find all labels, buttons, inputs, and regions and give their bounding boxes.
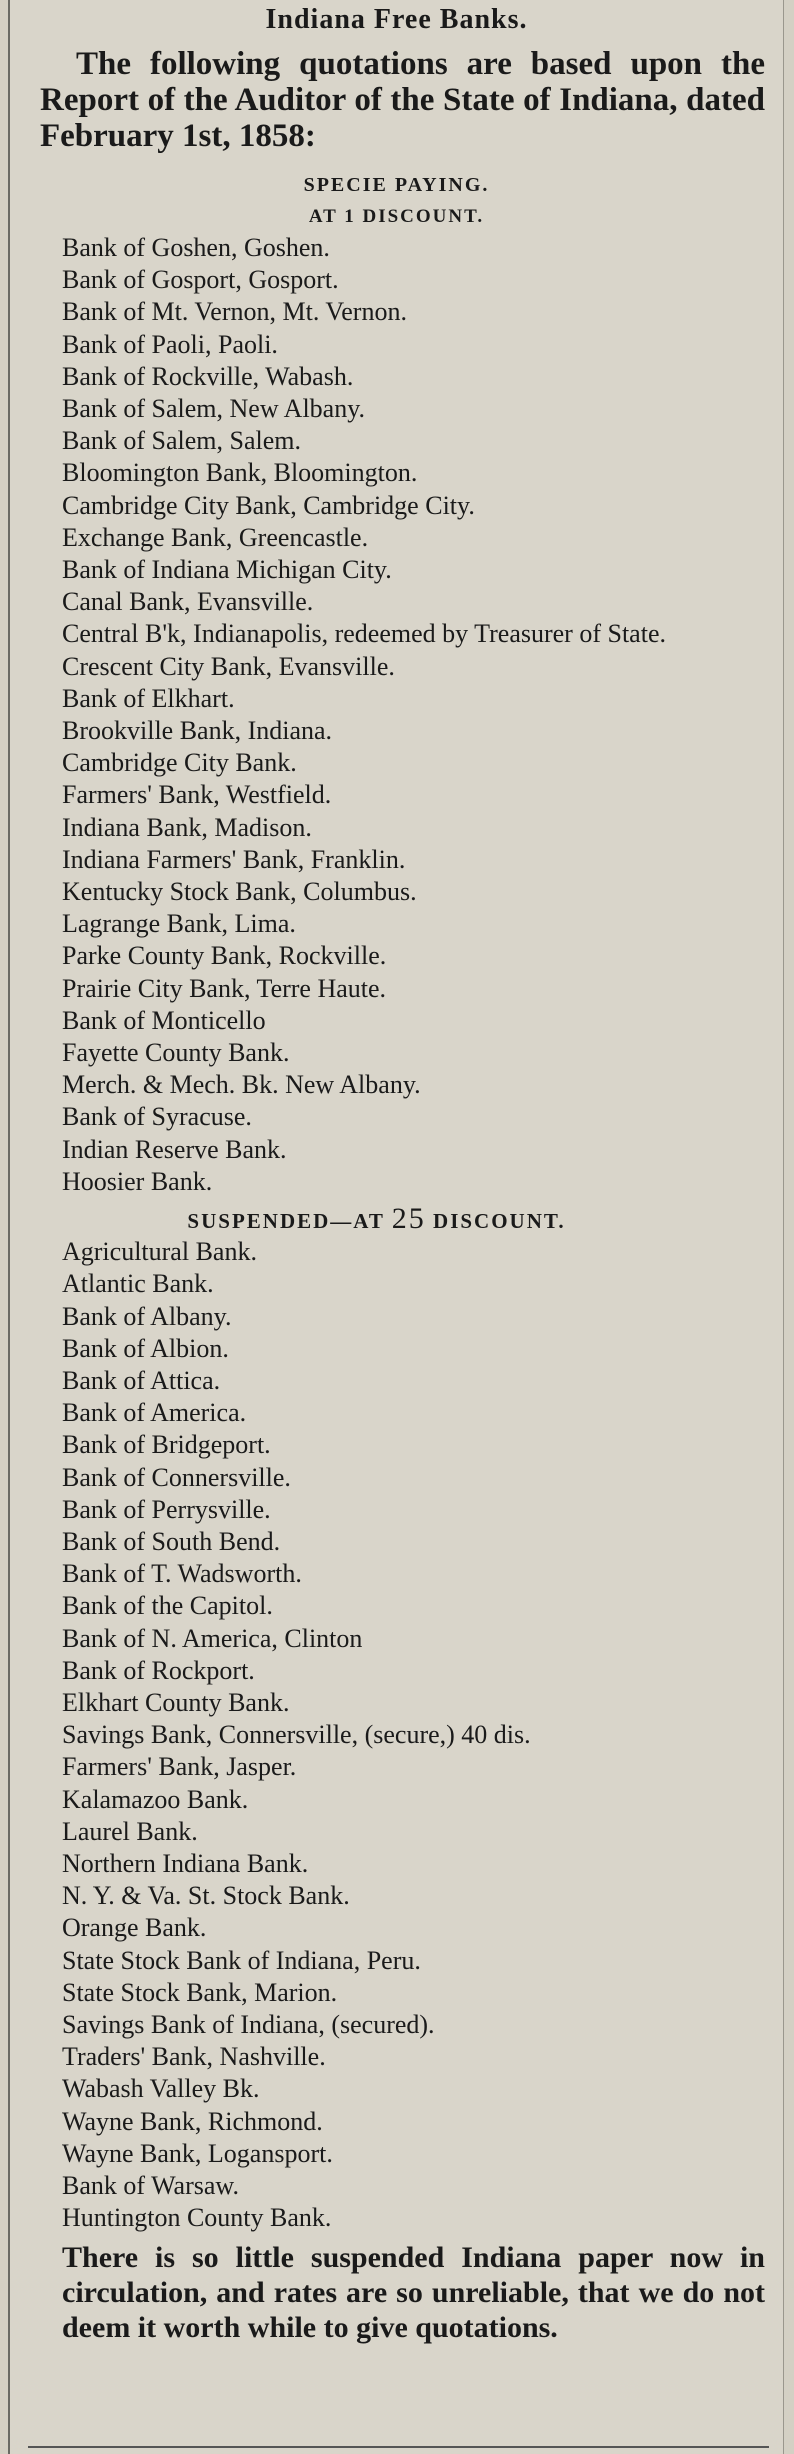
bank-list-item: Bank of Albion. xyxy=(62,1333,229,1363)
bank-list-item: State Stock Bank of Indiana, Peru. xyxy=(62,1945,421,1975)
suspended-discount-number: 25 xyxy=(391,1202,426,1236)
specie-bank-list xyxy=(10,232,783,1198)
bank-list-item: State Stock Bank, Marion. xyxy=(62,1977,338,2007)
bottom-rule xyxy=(28,2446,769,2448)
bank-list-item: Bank of Connersville. xyxy=(62,1462,291,1492)
bank-list-item: Bank of Rockport. xyxy=(62,1655,255,1685)
bank-list-item: Bank of Monticello xyxy=(62,1005,266,1035)
bank-list-item: Bank of Gosport, Gosport. xyxy=(62,265,339,295)
bank-list-item: Cambridge City Bank, Cambridge City. xyxy=(62,490,475,520)
intro-paragraph xyxy=(40,46,765,154)
bank-list-item: Bank of Indiana Michigan City. xyxy=(62,555,392,585)
bank-list-item: Fayette County Bank. xyxy=(62,1038,290,1068)
bank-list-item: Indian Reserve Bank. xyxy=(62,1134,287,1164)
bank-list-item: Bank of Warsaw. xyxy=(62,2170,239,2200)
bank-list-item: Crescent City Bank, Evansville. xyxy=(62,651,395,681)
closing-paragraph: There is so little suspended Indiana paper now in circulation, and rates are so unreliable, that we do not deem it worth while to give quotations. xyxy=(62,2241,765,2345)
bank-list-item: Bank of Mt. Vernon, Mt. Vernon. xyxy=(62,297,407,327)
bank-list-item: Bank of Syracuse. xyxy=(62,1102,252,1132)
bank-list-item: Bank of Salem, New Albany. xyxy=(62,394,366,424)
bank-list-item: Bank of Goshen, Goshen. xyxy=(62,233,330,262)
bank-list-item: Bank of Salem, Salem. xyxy=(62,426,302,456)
bank-list-item: Northern Indiana Bank. xyxy=(62,1848,309,1878)
bank-list-item: Orange Bank. xyxy=(62,1913,207,1943)
bank-list-item: Bank of Rockville, Wabash. xyxy=(62,361,354,391)
bank-list-item: Lagrange Bank, Lima. xyxy=(62,909,296,939)
suspended-heading xyxy=(10,1202,783,1236)
bank-list-item: Wabash Valley Bk. xyxy=(62,2074,260,2104)
bank-list-item: Savings Bank of Indiana, (secured). xyxy=(62,2009,435,2039)
bank-list-item: Canal Bank, Evansville. xyxy=(62,587,314,617)
bank-list-item: Central B'k, Indianapolis, redeemed by Treasurer of State. xyxy=(62,619,666,649)
bank-list-item: Bank of the Capitol. xyxy=(62,1591,273,1621)
bank-list-item: Brookville Bank, Indiana. xyxy=(62,716,333,746)
bank-list-item: Laurel Bank. xyxy=(62,1816,198,1846)
bank-list-item: Parke County Bank, Rockville. xyxy=(62,941,387,971)
bank-list-item: Bank of Perrysville. xyxy=(62,1494,271,1524)
bank-list-item: Exchange Bank, Greencastle. xyxy=(62,522,369,552)
bank-list-item: Bank of Albany. xyxy=(62,1301,232,1331)
bank-list-item: Bank of Elkhart. xyxy=(62,683,235,713)
suspended-bank-list xyxy=(10,1236,783,2234)
suspended-heading-prefix: SUSPENDED—AT xyxy=(187,1209,385,1234)
bank-list-item: Hoosier Bank. xyxy=(62,1166,213,1196)
intro-text: The following quotations are based upon the Report of the Auditor of the State of Indiana, dated February 1st, 1858: xyxy=(40,46,765,154)
bank-list-item: Agricultural Bank. xyxy=(62,1237,257,1267)
specie-paying-heading: SPECIE PAYING. xyxy=(303,174,490,196)
bank-list-item: Traders' Bank, Nashville. xyxy=(62,2042,326,2072)
newspaper-clipping xyxy=(8,0,784,2454)
article-title: Indiana Free Banks. xyxy=(265,4,528,35)
bank-list-item: Bank of South Bend. xyxy=(62,1526,281,1556)
bank-list-item: Bank of America. xyxy=(62,1398,247,1428)
bank-list-item: N. Y. & Va. St. Stock Bank. xyxy=(62,1881,350,1911)
bank-list-item: Prairie City Bank, Terre Haute. xyxy=(62,973,387,1003)
bank-list-item: Elkhart County Bank. xyxy=(62,1687,290,1717)
bank-list-item: Savings Bank, Connersville, (secure,) 40 dis. xyxy=(62,1720,531,1750)
bank-list-item: Kentucky Stock Bank, Columbus. xyxy=(62,877,417,907)
bank-list-item: Bank of Paoli, Paoli. xyxy=(62,329,278,359)
bank-list-item: Indiana Farmers' Bank, Franklin. xyxy=(62,844,406,874)
bank-list-item: Indiana Bank, Madison. xyxy=(62,812,312,842)
bank-list-item: Farmers' Bank, Westfield. xyxy=(62,780,332,810)
bank-list-item: Merch. & Mech. Bk. New Albany. xyxy=(62,1070,421,1100)
bank-list-item: Huntington County Bank. xyxy=(62,2203,332,2233)
bank-list-item: Bank of N. America, Clinton xyxy=(62,1623,363,1653)
bank-list-item: Kalamazoo Bank. xyxy=(62,1784,249,1814)
bank-list-item: Cambridge City Bank. xyxy=(62,748,297,778)
bank-list-item: Bank of Bridgeport. xyxy=(62,1430,271,1460)
bank-list-item: Wayne Bank, Richmond. xyxy=(62,2106,323,2136)
bank-list-item: Atlantic Bank. xyxy=(62,1269,214,1299)
discount-heading: AT 1 DISCOUNT. xyxy=(308,206,485,227)
suspended-heading-suffix: DISCOUNT. xyxy=(433,1209,566,1234)
bank-list-item: Bank of Attica. xyxy=(62,1365,221,1395)
bank-list-item: Bank of T. Wadsworth. xyxy=(62,1559,302,1589)
bank-list-item: Bloomington Bank, Bloomington. xyxy=(62,458,418,488)
bank-list-item: Wayne Bank, Logansport. xyxy=(62,2138,333,2168)
bank-list-item: Farmers' Bank, Jasper. xyxy=(62,1752,297,1782)
